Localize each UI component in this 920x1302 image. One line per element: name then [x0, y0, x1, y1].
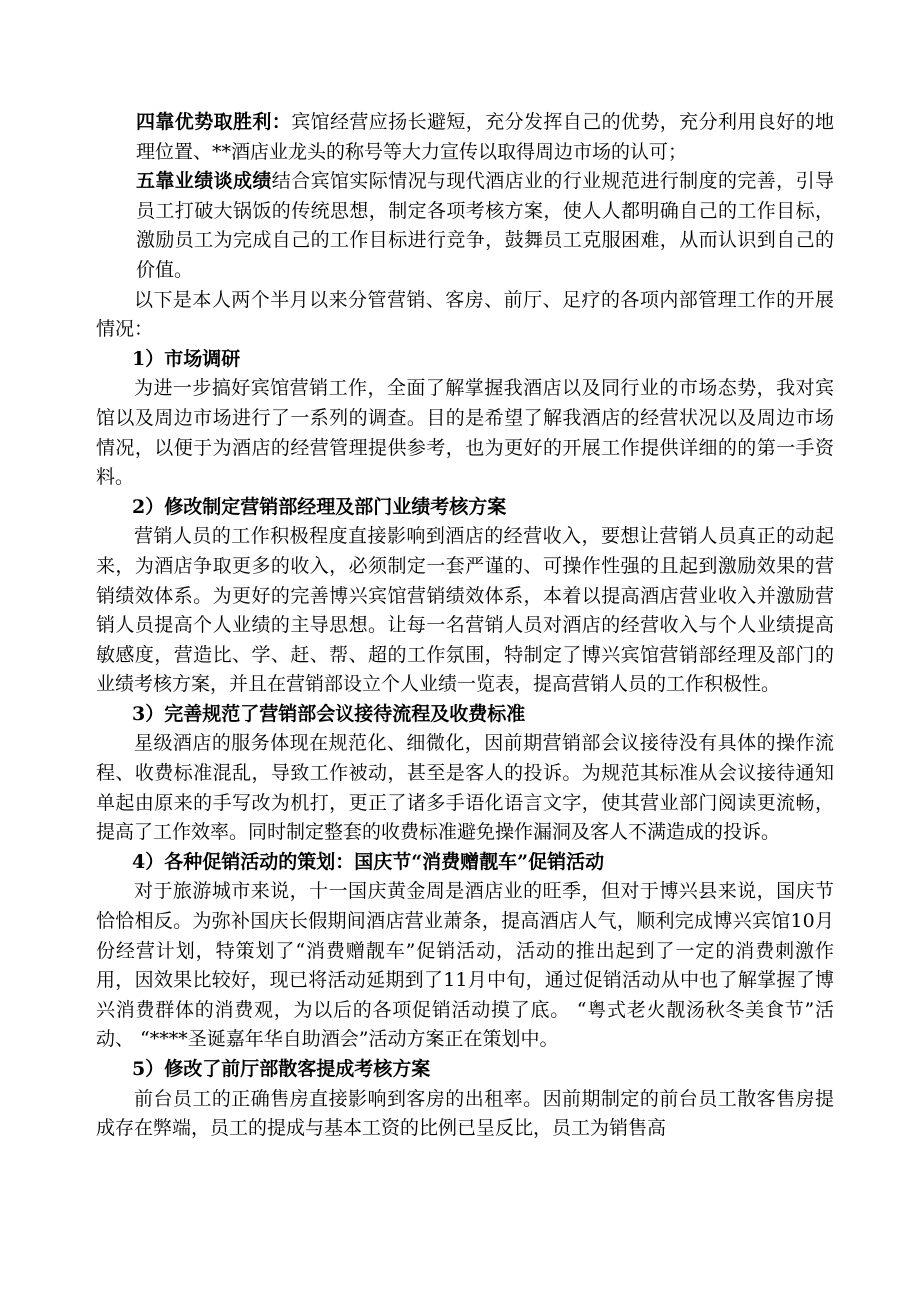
paragraph-lead-bold: 五靠业绩谈成绩: [136, 170, 272, 193]
section-heading-5: 5）修改了前厅部散客提成考核方案: [132, 1058, 431, 1080]
section-body-1: 为进一步搞好宾馆营销工作，全面了解掌握我酒店以及同行业的市场态势，我对宾馆以及周边市场进行了一系列的调查。目的是希望了解我酒店的经营状况以及周边市场情况，以便于为酒店的经营管理提供参考，也为更好的开展工作提供详细的的第一手资料。: [96, 377, 834, 489]
section-heading-1: 1）市场调研: [132, 347, 241, 370]
paragraph-performance: [96, 167, 834, 285]
document-page: [96, 108, 834, 1144]
section-heading-2: 2）修改制定营销部经理及部门业绩考核方案: [132, 495, 507, 518]
section-body-5: 前台员工的正确售房直接影响到客房的出租率。因前期制定的前台员工散客售房提成存在弊端，员工的提成与基本工资的比例已呈反比，员工为销售高: [96, 1087, 834, 1140]
section-body-4: 对于旅游城市来说，十一国庆黄金周是酒店业的旺季，但对于博兴县来说，国庆节恰恰相反。为弥补国庆长假期间酒店营业萧条，提高酒店人气，顺利完成博兴宾馆10月份经营计划，特策划了“消费赠靓车”促销活动，活动的推出起到了一定的消费刺激作用，因效果比较好，现已将活动延期到了11月中旬，通过促销活动从中也了解掌握了博兴消费群体的消费观，为以后的各项促销活动摸了底。 “粤式老火靓汤秋冬美食节”活动、 “****圣诞嘉年华自助酒会”活动方案正在策划中。: [96, 880, 834, 1051]
section-body-2: 营销人员的工作积极程度直接影响到酒店的经营收入，要想让营销人员真正的动起来，为酒店争取更多的收入，必须制定一套严谨的、可操作性强的且起到激励效果的营销绩效体系。为更好的完善博兴宾馆营销绩效体系，本着以提高酒店营业收入并激励营销人员提高个人业绩的主导思想。让每一名营销人员对酒店的经营收入与个人业绩提高敏感度，营造比、学、赶、帮、超的工作氛围，特制定了博兴宾馆营销部经理及部门的业绩考核方案，并且在营销部设立个人业绩一览表，提高营销人员的工作积极性。: [96, 525, 834, 696]
paragraph-text: 宾馆经营应扬长避短，充分发挥自己的优势，充分利用良好的地理位置、**酒店业龙头的称号等大力宣传以取得周边市场的认可；: [136, 111, 834, 163]
paragraph-lead-bold: 四靠优势取胜利：: [136, 111, 292, 133]
section-body-3: 星级酒店的服务体现在规范化、细微化，因前期营销部会议接待没有具体的操作流程、收费标准混乱，导致工作被动，甚至是客人的投诉。为规范其标准从会议接待通知单起由原来的手写改为机打，更正了诸多手语化语言文字，使其营业部门阅读更流畅，提高了工作效率。同时制定整套的收费标准避免操作漏洞及客人不满造成的投诉。: [96, 732, 834, 844]
section-heading-3: 3）完善规范了营销部会议接待流程及收费标准: [132, 702, 526, 725]
section-heading-4: 4）各种促销活动的策划：国庆节“消费赠靓车”促销活动: [132, 850, 605, 873]
paragraph-intro: 以下是本人两个半月以来分管营销、客房、前厅、足疗的各项内部管理工作的开展情况：: [96, 288, 834, 341]
paragraph-text: 结合宾馆实际情况与现代酒店业的行业规范进行制度的完善，引导员工打破大锅饭的传统思想，制定各项考核方案，使人人都明确自己的工作目标，激励员工为完成自己的工作目标进行竞争，鼓舞员工克服困难，从而认识到自己的价值。: [136, 170, 834, 281]
paragraph-advantage: [96, 108, 834, 167]
